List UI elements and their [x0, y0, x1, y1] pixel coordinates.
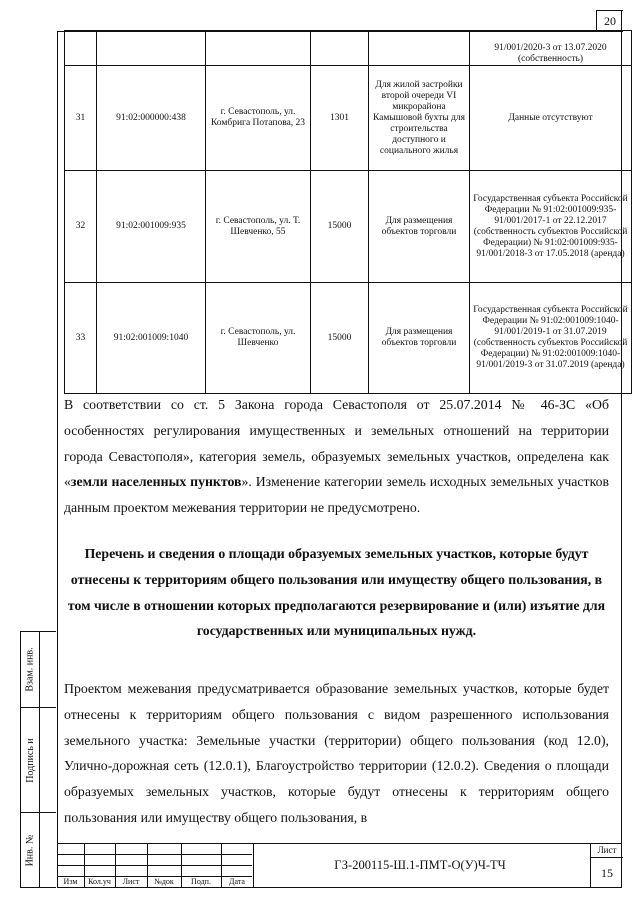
- cell-address: г. Севастополь, ул. Шевченко: [206, 283, 311, 394]
- cell-cadastral: [97, 31, 206, 66]
- cell-address: г. Севастополь, ул. Комбрига Потапова, 23: [206, 66, 311, 171]
- cell-rights: Государственная субъекта Российской Федерации № 91:02:001009:1040-91/001/2019-1 от 31.07.2019 (собственность субъектов Российской Федерации) № 91:02:001009:1040-91/001/2019-3 от 31.07.2019 (аренда): [470, 283, 632, 394]
- paragraph-land-category: [64, 392, 609, 521]
- col-label: Изм: [63, 877, 78, 886]
- cell-use: Для размещения объектов торговли: [369, 283, 470, 394]
- side-label: Подпись и: [24, 737, 36, 783]
- side-label: Взам. инв.: [24, 647, 36, 692]
- p2-text: Проектом межевания предусматривается образование земельных участков, которые будет отнесены к территориям общего пользования с видом разрешенного использования земельного участка: Земельные участки (территории) общего пользования (код 12.0), Улично-дорожная сеть (12.0.1), Благоустройство территории (12.0.2). Сведения о площади образуемых земельных участков, которые будут отнесены к территориям общего пользования или имуществу общего пользования, в: [64, 681, 609, 825]
- title-block: [57, 843, 622, 888]
- cell-address: г. Севастополь, ул. Т. Шевченко, 55: [206, 171, 311, 283]
- table-row: [65, 31, 632, 66]
- table-row: [65, 283, 632, 394]
- cell-cadastral: 91:02:001009:935: [97, 171, 206, 283]
- col-label: №док: [154, 877, 174, 886]
- col-label: Подп.: [191, 877, 211, 886]
- cell-address: [206, 31, 311, 66]
- land-plots-table: [64, 30, 632, 394]
- cell-num: 31: [65, 66, 97, 171]
- col-label: Дата: [229, 877, 245, 886]
- cell-area: 1301: [311, 66, 369, 171]
- divider: [57, 854, 252, 855]
- side-stamp-replace-inv: [20, 631, 56, 708]
- table-row: [65, 66, 632, 171]
- sheet-number: 15: [601, 865, 613, 880]
- cell-area: [311, 31, 369, 66]
- cell-rights: Данные отсутствуют: [470, 66, 632, 171]
- cell-num: 33: [65, 283, 97, 394]
- table-row: [65, 171, 632, 283]
- p1-text-after: ». Изменение категории земель исходных земельных участков данным проектом межевания территории не предусмотрено.: [64, 474, 609, 516]
- cell-rights: 91/001/2020-3 от 13.07.2020 (собственность): [470, 31, 632, 66]
- p1-text-before: В соответствии со ст. 5 Закона города Севастополя от 25.07.2014 № 46-ЗС «Об особенностях регулирования имущественных и земельных отношений на территории города Севастополя», категория земель, образуемых земельных участков, определена как «: [64, 397, 609, 490]
- frame-edge: [621, 10, 622, 32]
- side-stamp-inv-number: [20, 812, 56, 888]
- cell-use: Для размещения объектов торговли: [369, 171, 470, 283]
- divider: [253, 843, 254, 888]
- p1-bold-term: земли населенных пунктов: [70, 474, 242, 490]
- cell-num: [65, 31, 97, 66]
- cell-cadastral: 91:02:001009:1040: [97, 283, 206, 394]
- page-top-number: 20: [596, 10, 623, 32]
- cell-rights: Государственная субъекта Российской Федерации № 91:02:001009:935-91/001/2017-1 от 22.12.2017 (собственность субъектов Российской Федерации) № 91:02:001009:935-91/001/2018-3 от 17.05.2018 (аренда): [470, 171, 632, 283]
- cell-cadastral: 91:02:000000:438: [97, 66, 206, 171]
- cell-area: 15000: [311, 171, 369, 283]
- divider: [57, 865, 252, 866]
- section-heading: Перечень и сведения о площади образуемых земельных участков, которые будут отнесены к территориям общего пользования или имуществу общего пользования, в том числе в отношении которых предполагаются резервирование и (или) изъятие для государственных или муниципальных нужд.: [67, 546, 606, 639]
- cell-area: 15000: [311, 283, 369, 394]
- cell-use: [369, 31, 470, 66]
- paragraph-public-plots: [64, 676, 609, 831]
- side-stamp-signature: [20, 707, 56, 813]
- cell-num: 32: [65, 171, 97, 283]
- cell-use: Для жилой застройки второй очереди VI микрорайона Камышовой бухты для строительства доступного и социального жилья: [369, 66, 470, 171]
- col-label: Лист: [122, 877, 140, 886]
- col-label: Кол.уч: [88, 877, 111, 886]
- document-code: ГЗ-200115-Ш.1-ПМТ-О(У)Ч-ТЧ: [334, 858, 506, 872]
- sheet-box: [590, 843, 623, 888]
- sheet-label: Лист: [591, 843, 623, 858]
- side-label: Инв. №: [24, 834, 36, 866]
